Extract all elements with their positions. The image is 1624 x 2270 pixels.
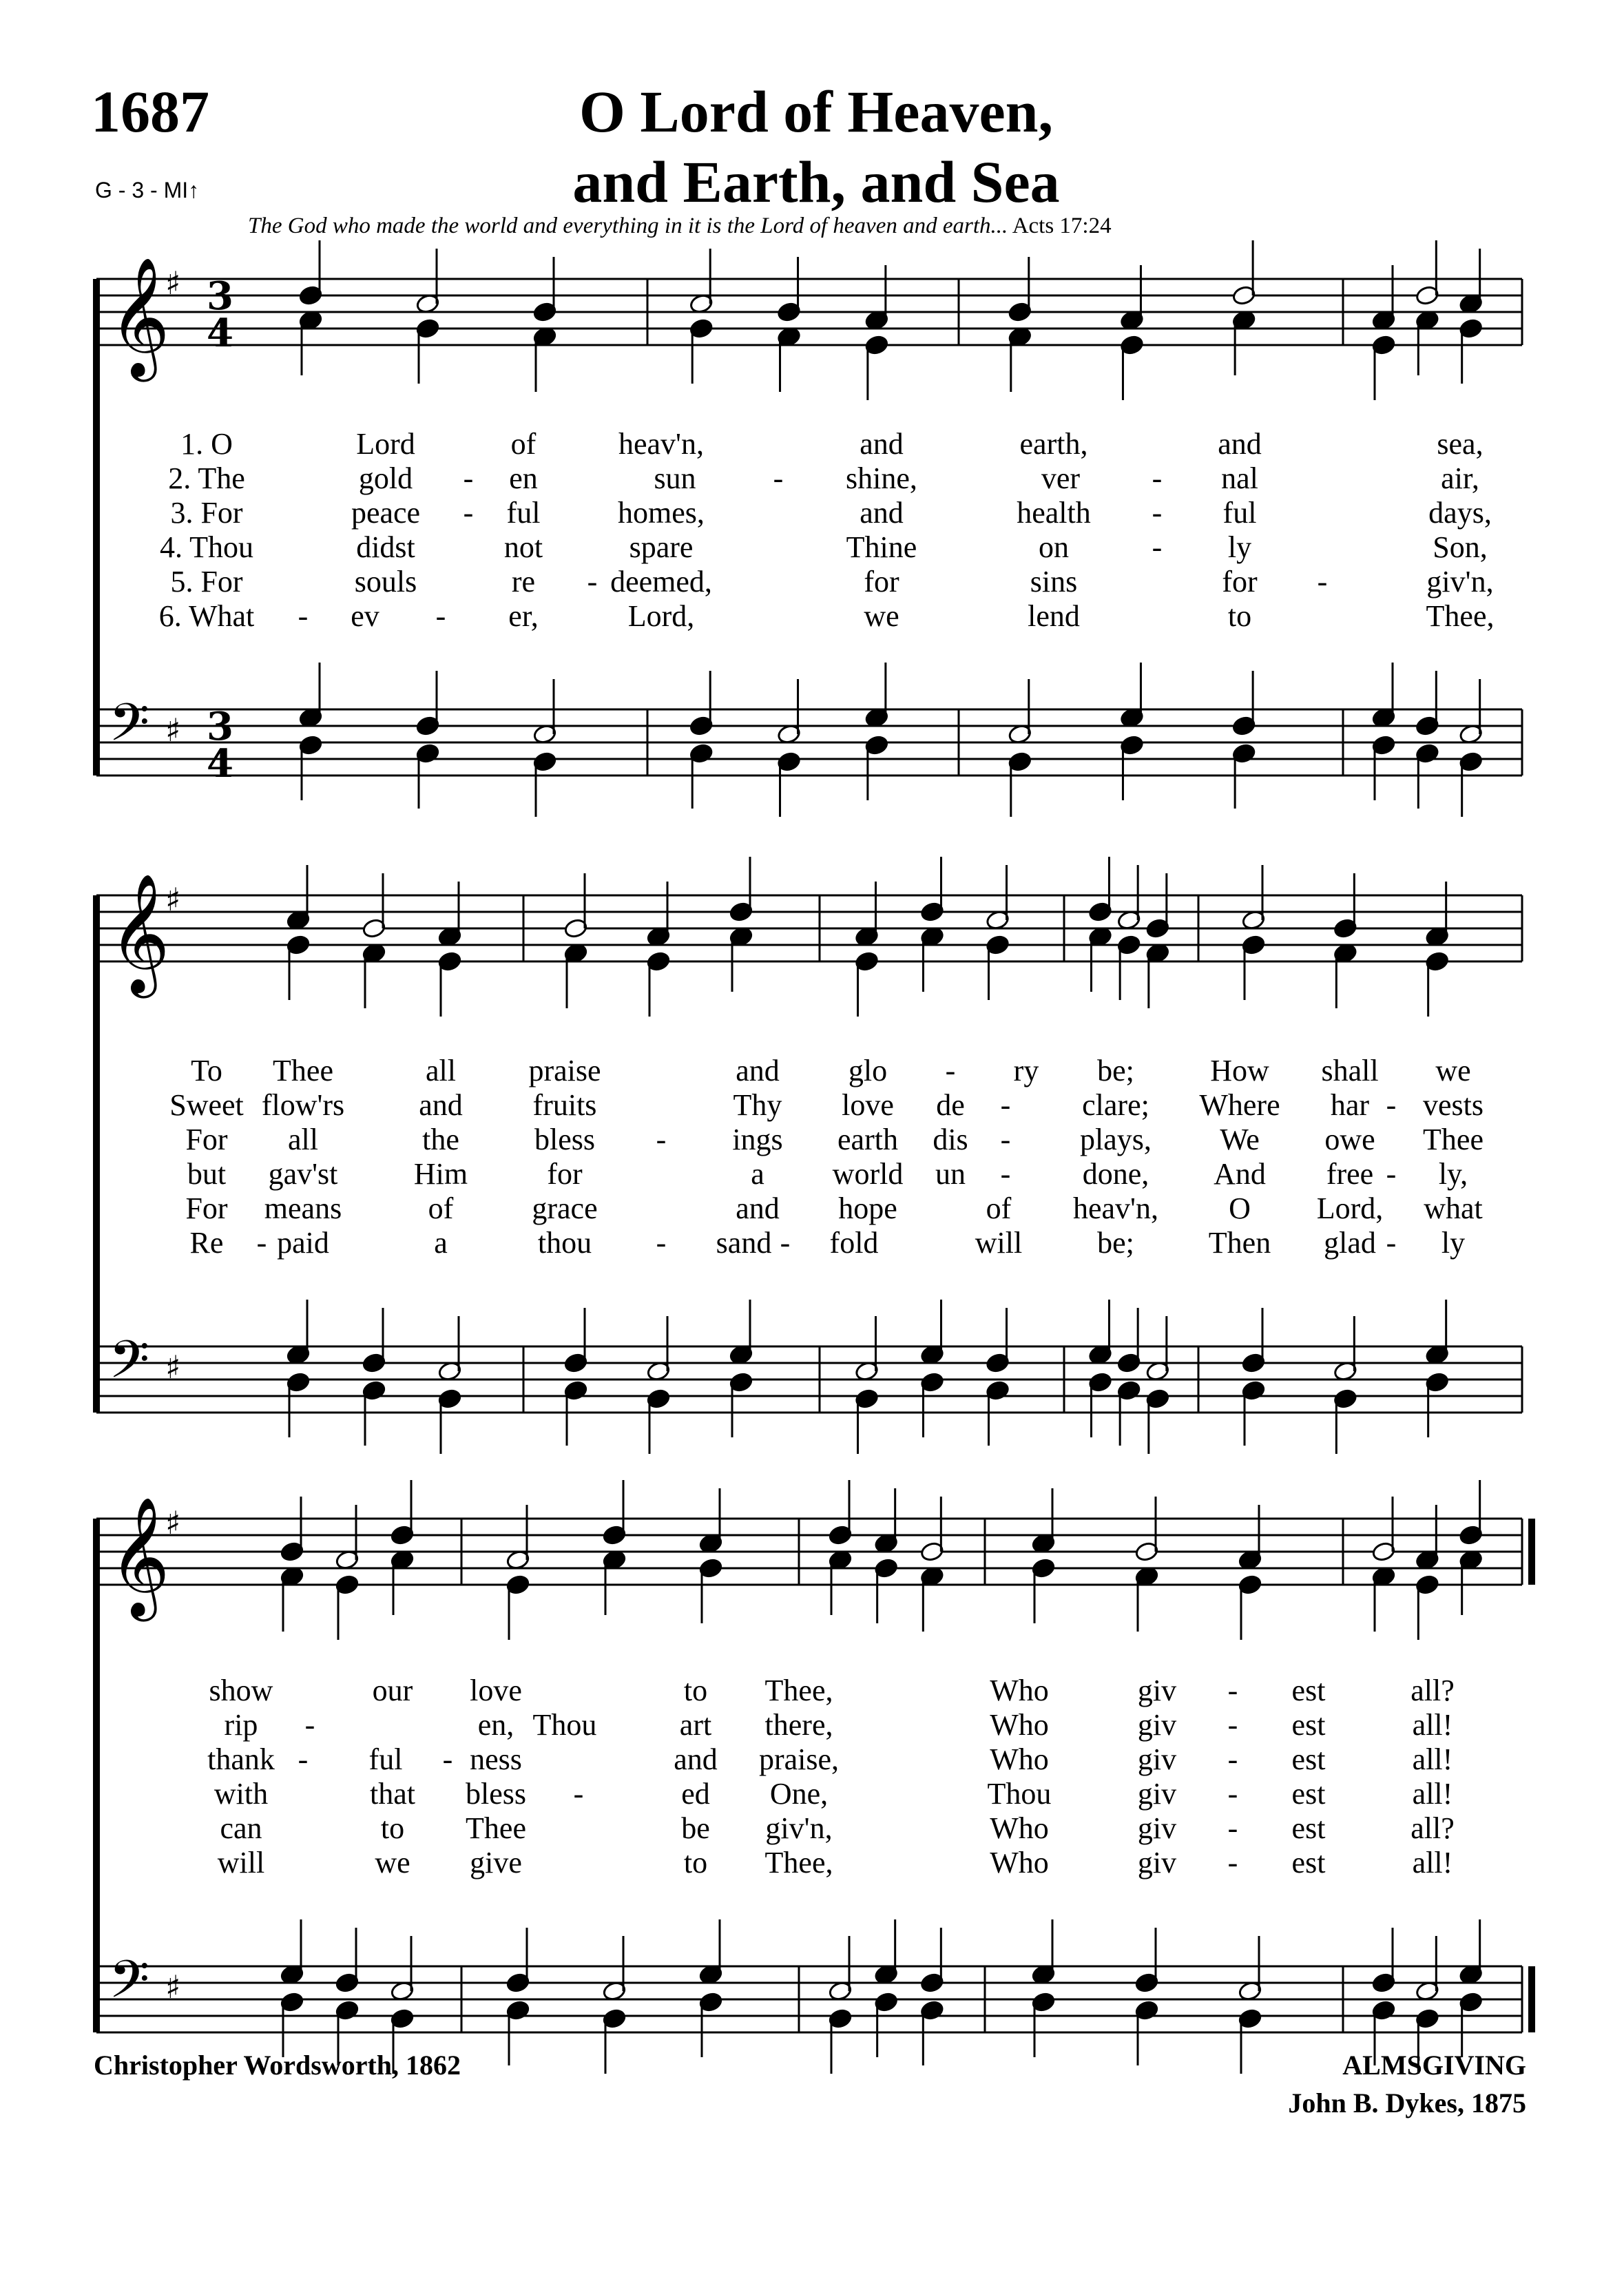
lyric-syllable: homes, (618, 496, 705, 530)
lyric-syllable: days, (1428, 496, 1492, 530)
lyric-syllable: en, (477, 1708, 514, 1742)
lyric-syllable: Thee (1423, 1123, 1484, 1156)
bass-clef-icon: 𝄢 (109, 1949, 150, 2023)
time-signature-top: 3 (207, 273, 233, 319)
lyric-syllable: of (510, 427, 537, 461)
lyric-syllable: Thee, (1426, 599, 1495, 633)
lyric-syllable: world (832, 1157, 904, 1191)
lyric-syllable: - (656, 1123, 667, 1156)
lyric-syllable: - (1000, 1157, 1011, 1191)
time-signature-bottom: 4 (207, 311, 233, 356)
lyric-syllable: - (1152, 530, 1163, 564)
lyric-syllable: to (683, 1846, 708, 1879)
lyric-syllable: re (511, 565, 536, 598)
sharp-key-signature-icon: ♯ (165, 711, 181, 749)
lyric-syllable: paid (277, 1226, 329, 1260)
lyric-syllable: all? (1410, 1674, 1455, 1707)
lyric-syllable: be; (1097, 1226, 1134, 1260)
lyric-syllable: One, (769, 1777, 829, 1811)
lyric-syllable: Lord (356, 427, 415, 461)
lyric-syllable: - (463, 461, 474, 495)
lyric-syllable: Thee, (764, 1846, 833, 1879)
lyric-syllable: we (864, 599, 899, 633)
lyric-syllable: - (1152, 496, 1163, 530)
lyric-syllable: souls (354, 565, 417, 598)
lyric-syllable: on (1039, 530, 1069, 564)
lyric-syllable: est (1291, 1708, 1326, 1742)
lyric-syllable: and (419, 1088, 463, 1122)
lyric-syllable: And (1214, 1157, 1266, 1191)
lyric-syllable: We (1220, 1123, 1260, 1156)
lyric-syllable: ful (1222, 496, 1257, 530)
lyric-syllable: - (435, 599, 446, 633)
lyric-syllable: earth (837, 1123, 898, 1156)
lyric-syllable: for (547, 1157, 583, 1191)
lyric-syllable: praise, (758, 1742, 840, 1776)
lyric-syllable: bless (466, 1777, 526, 1811)
lyric-syllable: To (191, 1054, 222, 1087)
lyric-syllable: - (304, 1708, 315, 1742)
lyric-syllable: what (1424, 1191, 1483, 1225)
lyric-syllable: giv'n, (765, 1811, 833, 1845)
lyric-syllable: - (1000, 1123, 1011, 1156)
lyric-syllable: grace (532, 1191, 598, 1225)
lyric-syllable: - (1227, 1674, 1238, 1707)
sharp-key-signature-icon: ♯ (165, 264, 181, 302)
lyric-syllable: spare (629, 530, 694, 564)
lyric-syllable: to (380, 1811, 405, 1845)
lyric-syllable: Him (413, 1157, 468, 1191)
sharp-key-signature-icon: ♯ (165, 1968, 181, 2006)
lyric-syllable: clare; (1082, 1088, 1149, 1122)
lyric-syllable: de (936, 1088, 965, 1122)
lyric-syllable: free (1326, 1157, 1374, 1191)
up-arrow-icon: ↑ (188, 178, 200, 202)
lyric-syllable: means (264, 1191, 342, 1225)
lyric-syllable: Who (990, 1674, 1049, 1707)
lyric-syllable: - (1152, 461, 1163, 495)
hymn-title-line-2: and Earth, and Sea (572, 149, 1060, 215)
lyric-syllable: deemed, (610, 565, 712, 598)
lyric-syllable: O (1229, 1191, 1251, 1225)
lyric-syllable: rip (224, 1708, 258, 1742)
lyric-syllable: 2. The (168, 461, 245, 495)
lyric-syllable: ver (1041, 461, 1081, 495)
lyric-syllable: How (1210, 1054, 1269, 1087)
lyric-syllable: and (1218, 427, 1262, 461)
lyric-syllable: Sweet (169, 1088, 244, 1122)
lyric-syllable: ful (506, 496, 541, 530)
lyric-syllable: giv (1137, 1708, 1177, 1742)
lyric-syllable: - (1386, 1157, 1397, 1191)
lyric-syllable: - (463, 496, 474, 530)
lyric-syllable: - (1317, 565, 1328, 598)
lyric-syllable: en (509, 461, 538, 495)
lyric-syllable: gav'st (268, 1157, 338, 1191)
lyric-syllable: for (1222, 565, 1258, 598)
words-credit: Christopher Wordsworth, 1862 (94, 2050, 461, 2081)
lyric-syllable: Lord, (627, 599, 695, 633)
lyric-syllable: all! (1412, 1708, 1453, 1742)
lyric-syllable: plays, (1080, 1123, 1152, 1156)
lyric-syllable: of (428, 1191, 454, 1225)
lyric-syllable: fruits (532, 1088, 597, 1122)
lyric-syllable: ly (1227, 530, 1252, 564)
lyric-syllable: ev (351, 599, 379, 633)
lyric-syllable: hope (838, 1191, 897, 1225)
lyric-syllable: ness (470, 1742, 522, 1776)
lyric-syllable: - (1386, 1088, 1397, 1122)
lyric-syllable: - (773, 461, 784, 495)
lyric-syllable: and (860, 427, 904, 461)
lyric-syllable: ings (732, 1123, 783, 1156)
lyric-syllable: Thou (532, 1708, 597, 1742)
lyric-syllable: love (842, 1088, 894, 1122)
lyric-syllable: - (656, 1226, 667, 1260)
lyric-syllable: all! (1412, 1777, 1453, 1811)
epigraph-reference: Acts 17:24 (1012, 214, 1112, 238)
lyric-syllable: - (1386, 1226, 1397, 1260)
bass-clef-icon: 𝄢 (109, 692, 150, 766)
treble-clef-icon: 𝄞 (109, 873, 170, 993)
lyric-syllable: Thee (466, 1811, 526, 1845)
lyric-syllable: ly, (1438, 1157, 1468, 1191)
lyric-syllable: show (209, 1674, 273, 1707)
lyric-syllable: - (1227, 1846, 1238, 1879)
lyric-syllable: Lord, (1316, 1191, 1384, 1225)
lyric-syllable: that (370, 1777, 415, 1811)
lyric-syllable: and (736, 1191, 780, 1225)
epigraph-text: The God who made the world and everything in it is the Lord of heaven and earth... (248, 214, 1008, 238)
lyric-syllable: For (185, 1123, 228, 1156)
lyric-syllable: all! (1412, 1742, 1453, 1776)
time-signature-bottom: 4 (207, 741, 233, 787)
lyric-syllable: all! (1412, 1846, 1453, 1879)
lyric-syllable: 6. What (158, 599, 255, 633)
treble-clef-icon: 𝄞 (109, 257, 170, 377)
lyric-syllable: - (442, 1742, 453, 1776)
hymn-number: 1687 (91, 79, 209, 145)
lyric-syllable: Who (990, 1708, 1049, 1742)
lyric-syllable: not (503, 530, 543, 564)
lyric-syllable: est (1291, 1777, 1326, 1811)
treble-clef-icon: 𝄞 (109, 1497, 170, 1616)
lyric-syllable: of (986, 1191, 1012, 1225)
lyric-syllable: be (681, 1811, 710, 1845)
lyric-syllable: sins (1030, 565, 1078, 598)
lyric-syllable: est (1291, 1674, 1326, 1707)
lyric-syllable: art (679, 1708, 712, 1742)
lyric-syllable: giv (1137, 1742, 1177, 1776)
lyric-syllable: the (422, 1123, 459, 1156)
lyric-syllable: har (1330, 1088, 1370, 1122)
lyric-syllable: will (975, 1226, 1023, 1260)
lyric-syllable: done, (1082, 1157, 1149, 1191)
sharp-key-signature-icon: ♯ (165, 1349, 181, 1386)
lyric-syllable: Thy (733, 1088, 782, 1122)
lyric-syllable: For (185, 1191, 228, 1225)
lyric-syllable: flow'rs (261, 1088, 345, 1122)
lyric-syllable: Then (1208, 1226, 1271, 1260)
lyric-syllable: - (1000, 1088, 1011, 1122)
lyric-syllable: Thou (987, 1777, 1052, 1811)
lyric-syllable: sun (654, 461, 696, 495)
lyric-syllable: peace (351, 496, 421, 530)
lyric-syllable: - (587, 565, 598, 598)
music-credit: John B. Dykes, 1875 (1288, 2087, 1526, 2118)
lyric-syllable: giv (1137, 1674, 1177, 1707)
lyric-syllable: est (1291, 1846, 1326, 1879)
lyric-syllable: giv'n, (1426, 565, 1494, 598)
lyric-syllable: health (1017, 496, 1091, 530)
lyric-syllable: Re (189, 1226, 224, 1260)
lyric-syllable: sea, (1437, 427, 1484, 461)
lyric-syllable: giv (1137, 1777, 1177, 1811)
time-signature-top: 3 (207, 704, 233, 749)
lyric-syllable: - (1227, 1777, 1238, 1811)
lyric-syllable: and (860, 496, 904, 530)
lyric-syllable: and (736, 1054, 780, 1087)
lyric-syllable: we (1435, 1054, 1471, 1087)
lyric-syllable: er, (508, 599, 539, 633)
lyric-syllable: there, (764, 1708, 833, 1742)
lyric-syllable: fold (829, 1226, 879, 1260)
lyric-syllable: praise (528, 1054, 601, 1087)
lyric-syllable: Son, (1433, 530, 1488, 564)
lyric-syllable: est (1291, 1742, 1326, 1776)
lyric-syllable: ly (1441, 1226, 1466, 1260)
lyric-syllable: thank (207, 1742, 275, 1776)
lyric-syllable: 3. For (170, 496, 243, 530)
lyric-syllable: to (1227, 599, 1252, 633)
lyric-syllable: - (1227, 1811, 1238, 1845)
sharp-key-signature-icon: ♯ (165, 881, 181, 918)
lyric-syllable: our (372, 1674, 413, 1707)
lyric-syllable: for (864, 565, 899, 598)
tune-name: ALMSGIVING (1342, 2050, 1526, 2081)
key-signature-label: G - 3 - MI↑ (95, 178, 200, 202)
lyric-syllable: didst (356, 530, 415, 564)
lyric-syllable: - (298, 599, 309, 633)
lyric-syllable: gold (358, 461, 413, 495)
lyric-syllable: Who (990, 1742, 1049, 1776)
lyric-syllable: - (573, 1777, 584, 1811)
lyric-syllable: Where (1199, 1088, 1280, 1122)
lyric-syllable: with (214, 1777, 269, 1811)
lyric-syllable: heav'n, (1073, 1191, 1158, 1225)
bass-clef-icon: 𝄢 (109, 1329, 150, 1403)
lyric-syllable: - (1227, 1708, 1238, 1742)
lyric-syllable: heav'n, (618, 427, 704, 461)
lyric-syllable: owe (1324, 1123, 1375, 1156)
lyric-syllable: will (217, 1846, 265, 1879)
lyric-syllable: nal (1221, 461, 1258, 495)
lyric-syllable: a (434, 1226, 448, 1260)
lyric-syllable: - (1227, 1742, 1238, 1776)
lyric-syllable: ry (1013, 1054, 1039, 1087)
lyric-syllable: thou (537, 1226, 592, 1260)
lyric-syllable: Thee, (764, 1674, 833, 1707)
lyric-syllable: - (298, 1742, 309, 1776)
lyric-syllable: Thee (273, 1054, 333, 1087)
lyric-syllable: but (187, 1157, 227, 1191)
lyric-syllable: ed (681, 1777, 710, 1811)
lyric-syllable: and (674, 1742, 718, 1776)
lyric-syllable: Thine (846, 530, 917, 564)
lyric-syllable: air, (1441, 461, 1479, 495)
lyric-syllable: earth, (1019, 427, 1088, 461)
lyric-syllable: - (256, 1226, 267, 1260)
lyric-syllable: shine, (846, 461, 917, 495)
lyric-syllable: all (426, 1054, 456, 1087)
lyric-syllable: - (945, 1054, 956, 1087)
lyric-syllable: we (375, 1846, 410, 1879)
lyric-syllable: can (220, 1811, 262, 1845)
lyric-syllable: a (751, 1157, 764, 1191)
lyric-syllable: bless (534, 1123, 595, 1156)
lyric-syllable: give (470, 1846, 522, 1879)
lyric-syllable: be; (1097, 1054, 1134, 1087)
lyric-syllable: to (683, 1674, 708, 1707)
lyric-syllable: est (1291, 1811, 1326, 1845)
lyric-syllable: Who (990, 1846, 1049, 1879)
lyric-syllable: - (780, 1226, 791, 1260)
lyric-syllable: Who (990, 1811, 1049, 1845)
lyric-syllable: glo (848, 1054, 888, 1087)
lyric-syllable: glad (1324, 1226, 1376, 1260)
lyric-syllable: all (288, 1123, 318, 1156)
hymn-title-line-1: O Lord of Heaven, (579, 79, 1053, 145)
sharp-key-signature-icon: ♯ (165, 1504, 181, 1541)
lyric-syllable: all? (1410, 1811, 1455, 1845)
lyric-syllable: sand (716, 1226, 772, 1260)
lyric-syllable: 1. O (180, 427, 233, 461)
lyric-syllable: lend (1028, 599, 1080, 633)
lyric-syllable: shall (1321, 1054, 1379, 1087)
lyric-syllable: 4. Thou (159, 530, 254, 564)
lyric-syllable: ful (368, 1742, 403, 1776)
lyric-syllable: love (470, 1674, 522, 1707)
lyric-syllable: giv (1137, 1811, 1177, 1845)
lyric-syllable: 5. For (170, 565, 243, 598)
lyric-syllable: giv (1137, 1846, 1177, 1879)
lyric-syllable: dis (933, 1123, 968, 1156)
lyric-syllable: un (935, 1157, 966, 1191)
lyric-syllable: vests (1423, 1088, 1484, 1122)
